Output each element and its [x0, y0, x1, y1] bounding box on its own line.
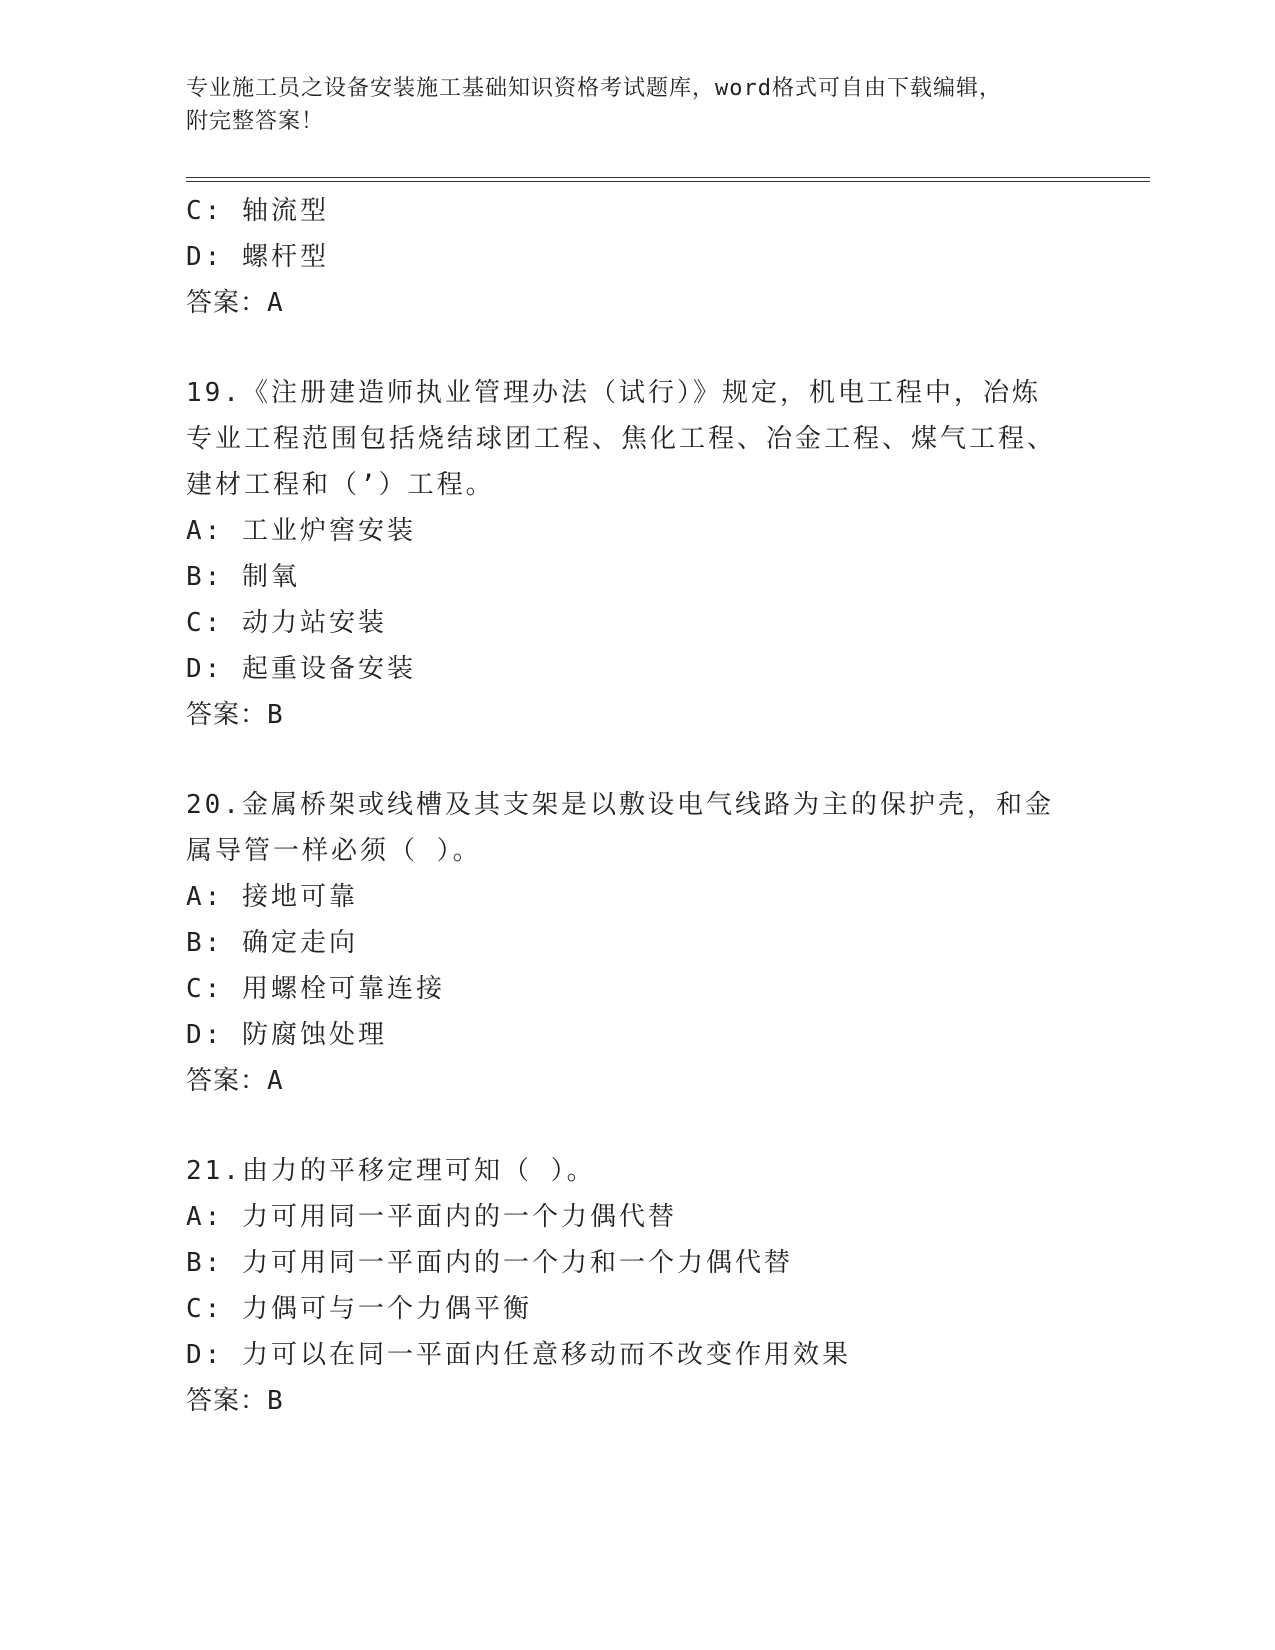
option-c: C: 用螺栓可靠连接	[186, 974, 445, 1004]
previous-question-tail	[186, 188, 1086, 326]
answer-line: 答案：A	[186, 1066, 284, 1096]
option-c: C: 轴流型	[186, 196, 329, 226]
question-text: 19.《注册建造师执业管理办法（试行）》规定，机电工程中，冶炼专业工程范围包括烧结球团工程、焦化工程、冶金工程、煤气工程、建材工程和（’）工程。	[186, 378, 1057, 500]
option-a: A: 力可用同一平面内的一个力偶代替	[186, 1202, 677, 1232]
option-b: B: 制氧	[186, 562, 300, 592]
option-d: D: 力可以在同一平面内任意移动而不改变作用效果	[186, 1340, 851, 1370]
option-d: D: 起重设备安装	[186, 654, 416, 684]
question-20	[186, 782, 1086, 1104]
answer-line: 答案：B	[186, 700, 284, 730]
option-a: A: 工业炉窖安装	[186, 516, 416, 546]
question-text: 21.由力的平移定理可知（ ）。	[186, 1156, 596, 1186]
header-line-2: 附完整答案！	[186, 109, 325, 134]
option-b: B: 力可用同一平面内的一个力和一个力偶代替	[186, 1248, 793, 1278]
option-d: D: 螺杆型	[186, 242, 329, 272]
header-line-1: 专业施工员之设备安装施工基础知识资格考试题库，word格式可自由下载编辑，	[186, 76, 1002, 101]
question-19	[186, 370, 1086, 738]
option-b: B: 确定走向	[186, 928, 358, 958]
header-rule-bottom	[186, 181, 1150, 182]
answer-line: 答案：A	[186, 288, 284, 318]
question-text: 20.金属桥架或线槽及其支架是以敷设电气线路为主的保护壳，和金属导管一样必须（ ）。	[186, 790, 1054, 866]
option-c: C: 动力站安装	[186, 608, 387, 638]
option-a: A: 接地可靠	[186, 882, 358, 912]
option-c: C: 力偶可与一个力偶平衡	[186, 1294, 532, 1324]
answer-line: 答案：B	[186, 1386, 284, 1416]
option-d: D: 防腐蚀处理	[186, 1020, 387, 1050]
question-list	[186, 188, 1086, 1424]
document-header	[186, 72, 1086, 138]
question-21	[186, 1148, 1086, 1424]
header-rule-top	[186, 177, 1150, 178]
